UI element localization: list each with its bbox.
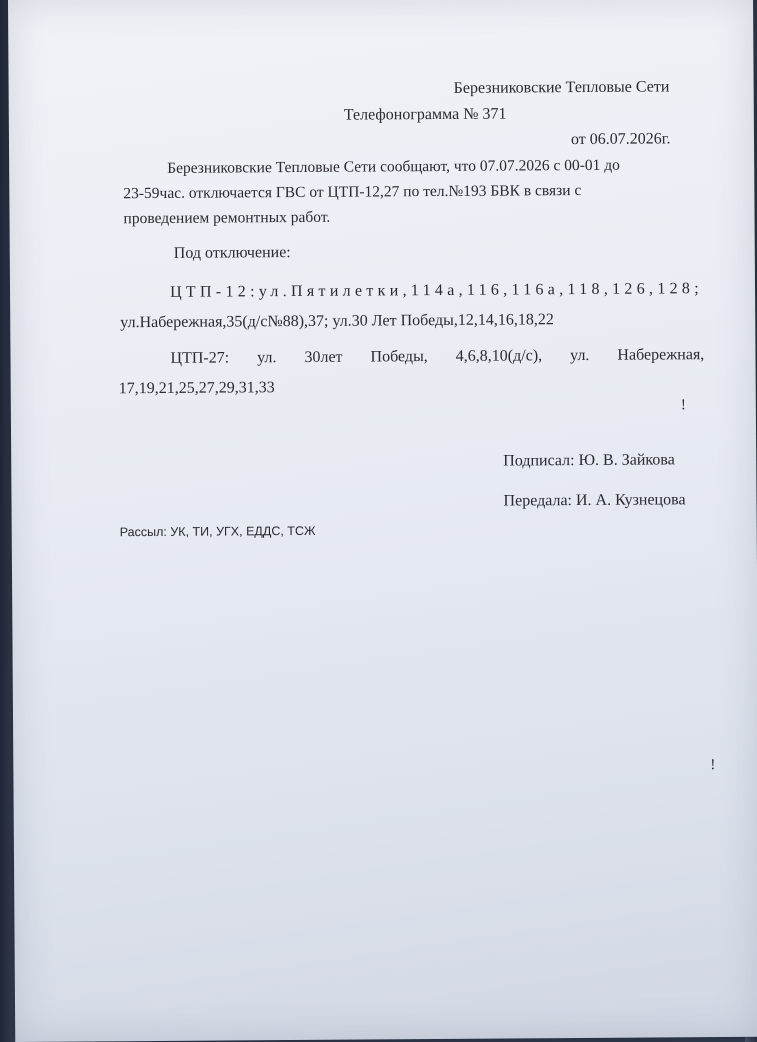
document-date: от 06.07.2026г. bbox=[570, 130, 671, 149]
body-line-3: проведением ремонтных работ. bbox=[123, 208, 331, 228]
stray-mark-1: ! bbox=[680, 397, 686, 414]
ctp12-line-1: ЦТП-12:ул.Пятилетки,114а,116,116а,118,126,128; bbox=[169, 280, 703, 301]
body-line-2: 23-59час. отключается ГВС от ЦТП-12,27 по тел.№193 БВК в связи с bbox=[123, 182, 582, 203]
ctp27-line-1: ЦТП-27: ул. 30лет Победы, 4,6,8,10(д/с), ул. Набережная, bbox=[170, 346, 705, 367]
distribution-list: Рассыл: УК, ТИ, УГХ, ЕДДС, ТСЖ bbox=[119, 523, 316, 540]
ctp12-line-2: ул.Набережная,35(д/с№88),37; ул.30 Лет Победы,12,14,16,18,22 bbox=[120, 311, 554, 332]
organization-name: Березниковские Тепловые Сети bbox=[453, 78, 670, 97]
body-line-1: Березниковские Тепловые Сети сообщают, что 07.07.2026 с 00-01 до bbox=[167, 156, 620, 177]
paper-shading bbox=[8, 0, 757, 1042]
ctp27-line-2: 17,19,21,25,27,29,31,33 bbox=[118, 379, 275, 398]
transmitted-by: Передала: И. А. Кузнецова bbox=[503, 491, 686, 510]
stray-mark-2: ! bbox=[710, 757, 716, 774]
signed-by: Подписал: Ю. В. Зайкова bbox=[503, 451, 675, 470]
document-page bbox=[8, 0, 757, 1042]
outage-subheading: Под отключение: bbox=[173, 244, 291, 262]
document-title: Телефонограмма № 371 bbox=[343, 105, 507, 124]
